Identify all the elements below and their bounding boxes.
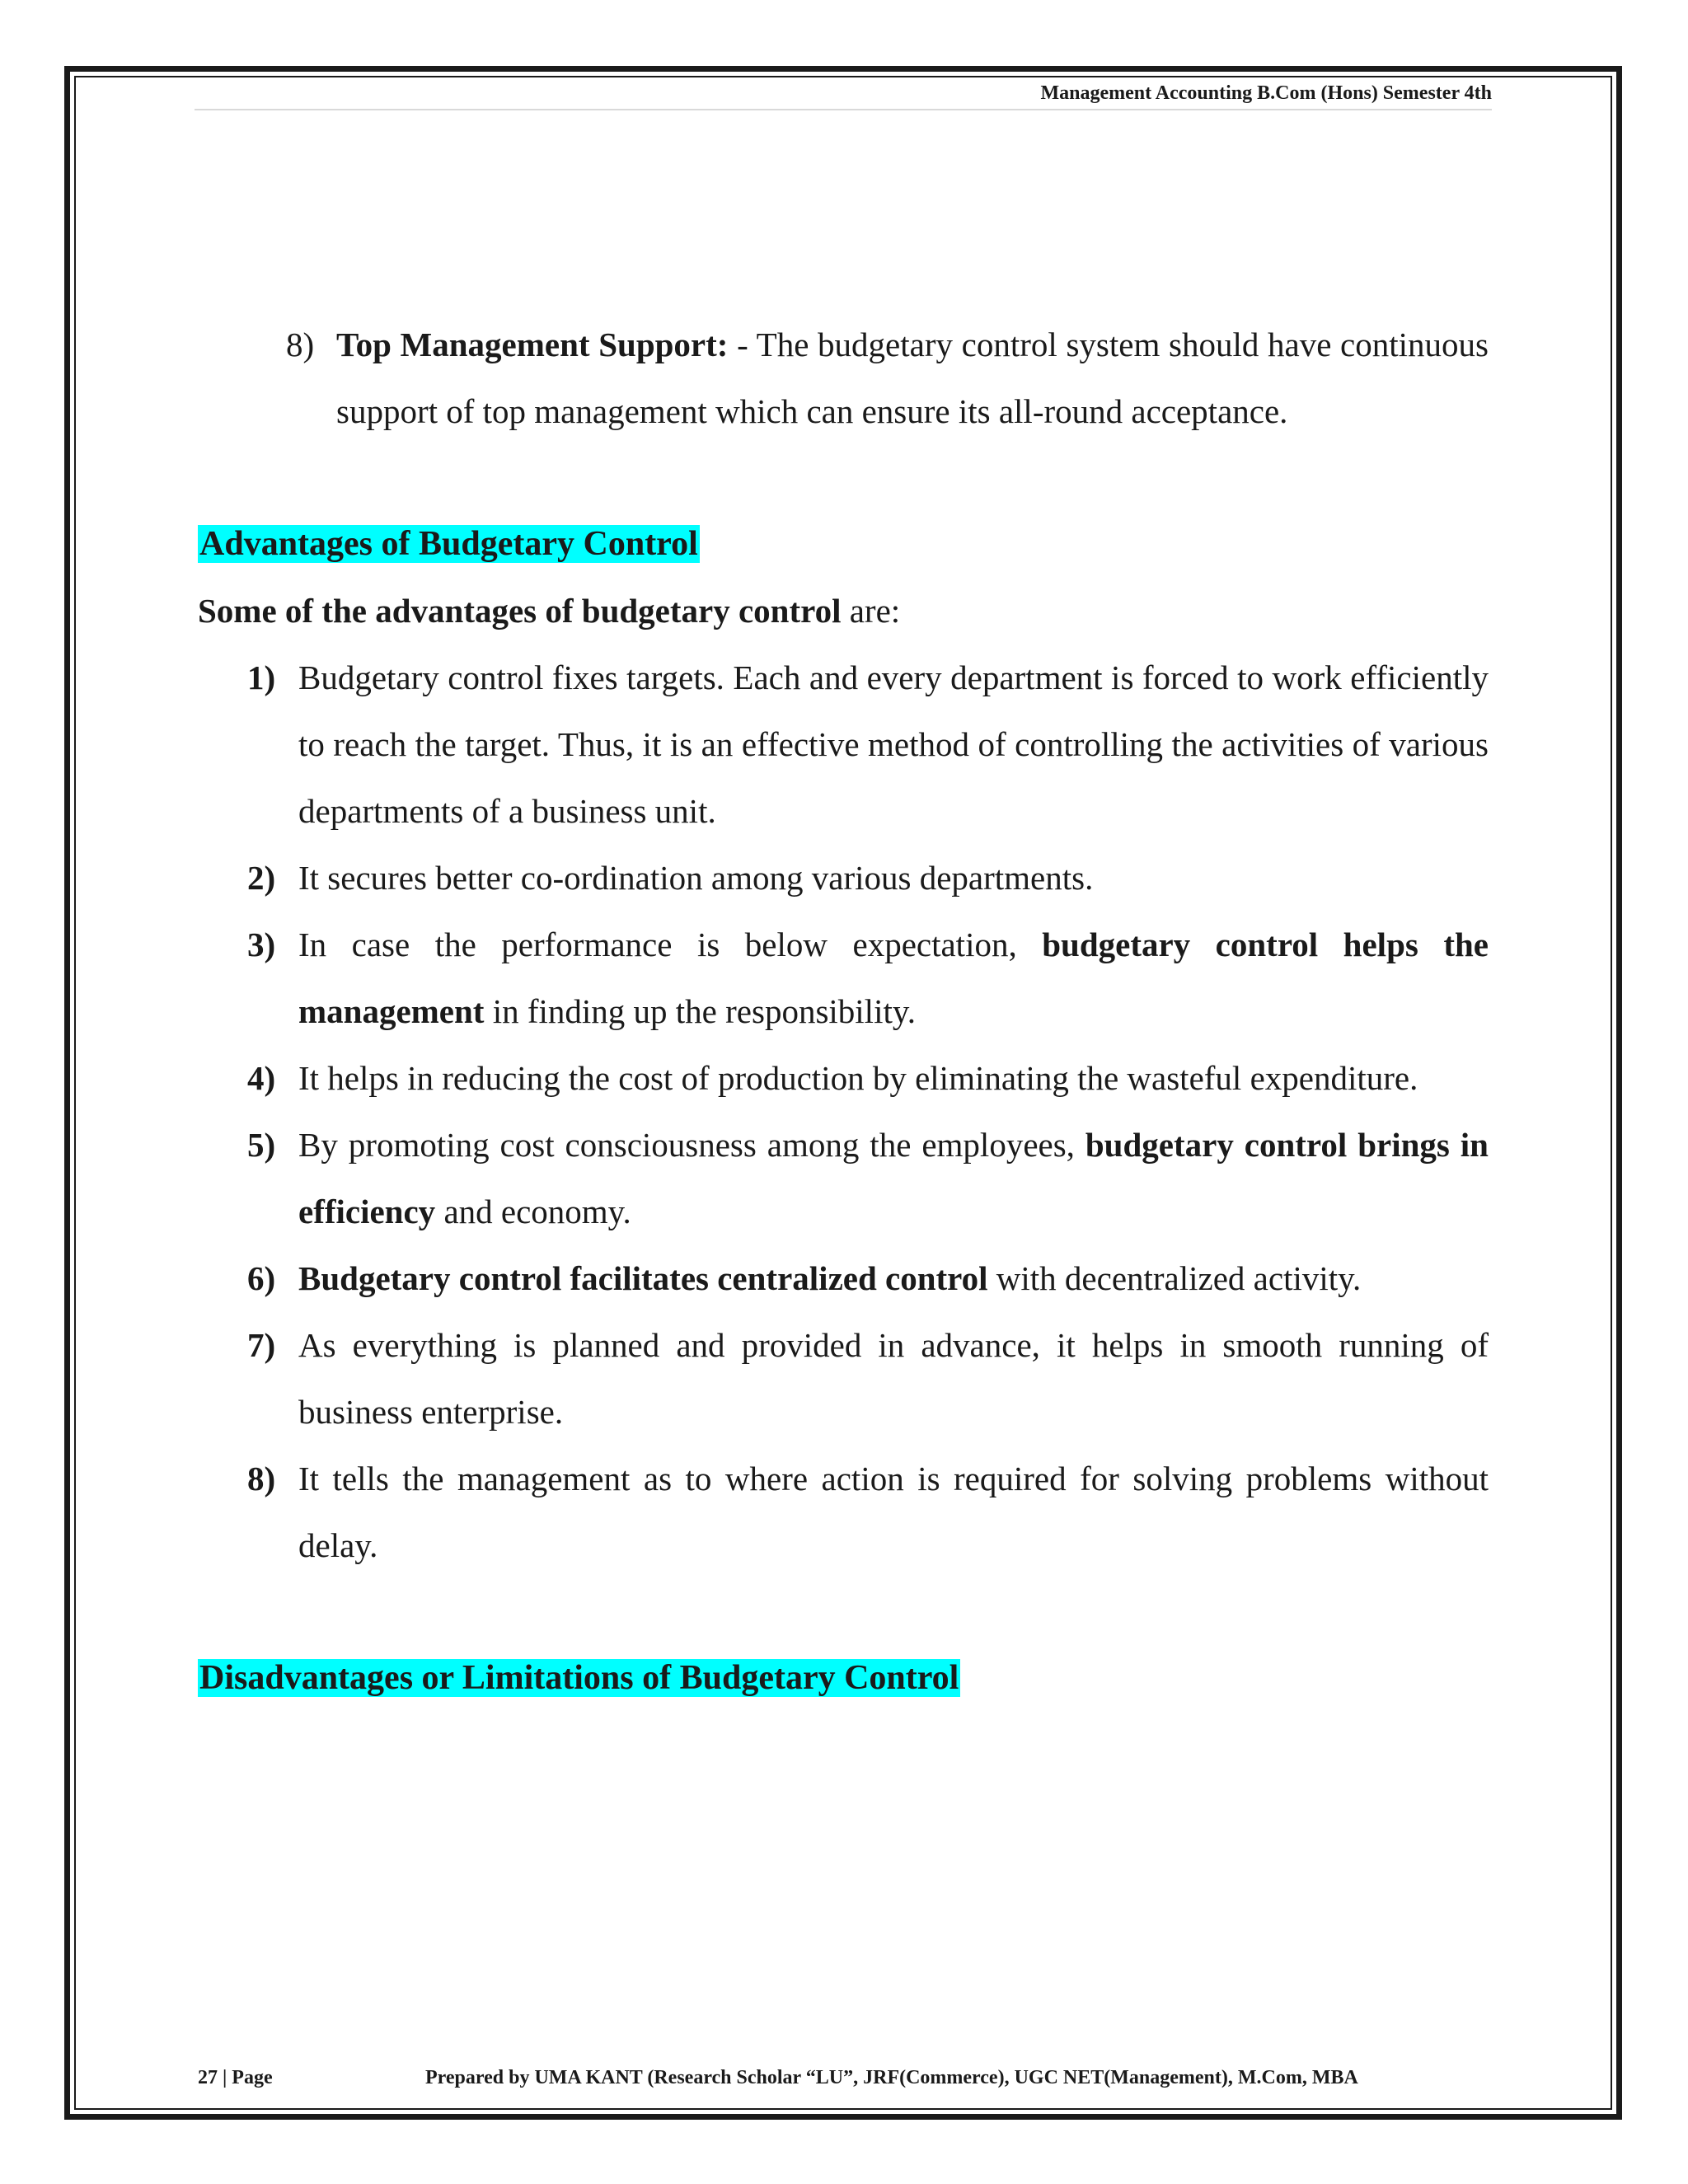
- disadvantages-heading: Disadvantages or Limitations of Budgetary Control: [199, 1659, 959, 1697]
- list-item: 3) In case the performance is below expectation, budgetary control helps the management in finding up the responsibility.: [247, 926, 1489, 1030]
- list-item: 5) By promoting cost consciousness among the employees, budgetary control brings in efficiency and economy.: [247, 1126, 1489, 1230]
- intro-bold: Some of the advantages of budgetary control: [198, 592, 842, 630]
- list-item: 8) It tells the management as to where action is required for solving problems without delay.: [247, 1460, 1489, 1564]
- point-title: Top Management Support:: [336, 326, 729, 363]
- advantages-list: [198, 644, 1489, 1579]
- author-credit: Prepared by UMA KANT (Research Scholar “LU”, JRF(Commerce), UGC NET(Management), M.Com, MBA: [425, 2067, 1358, 2088]
- page-number: 27 | Page: [198, 2067, 273, 2088]
- running-header: Management Accounting B.Com (Hons) Semester 4th: [195, 79, 1492, 110]
- point-number: 8): [286, 326, 315, 363]
- point-8-top-management-support: [198, 312, 1489, 445]
- list-item: 1) Budgetary control fixes targets. Each and every department is forced to work efficiently to reach the target. Thus, it is an effective method of controlling the activities of various departments of a business unit.: [247, 658, 1489, 830]
- advantages-heading: Advantages of Budgetary Control: [199, 525, 698, 563]
- list-item: 4) It helps in reducing the cost of production by eliminating the wasteful expenditure.: [247, 1059, 1418, 1097]
- intro-rest: are:: [841, 592, 901, 630]
- point-text: - The budgetary control system should have continuous support of top management which can ensure its all-round acceptance.: [336, 326, 1489, 430]
- page-content: [198, 312, 1489, 1712]
- list-item: 2) It secures better co-ordination among various departments.: [247, 859, 1094, 897]
- list-item: 7) As everything is planned and provided in advance, it helps in smooth running of business enterprise.: [247, 1326, 1489, 1431]
- list-item: 6) Budgetary control facilitates centralized control with decentralized activity.: [247, 1259, 1362, 1297]
- advantages-intro: [198, 578, 1489, 644]
